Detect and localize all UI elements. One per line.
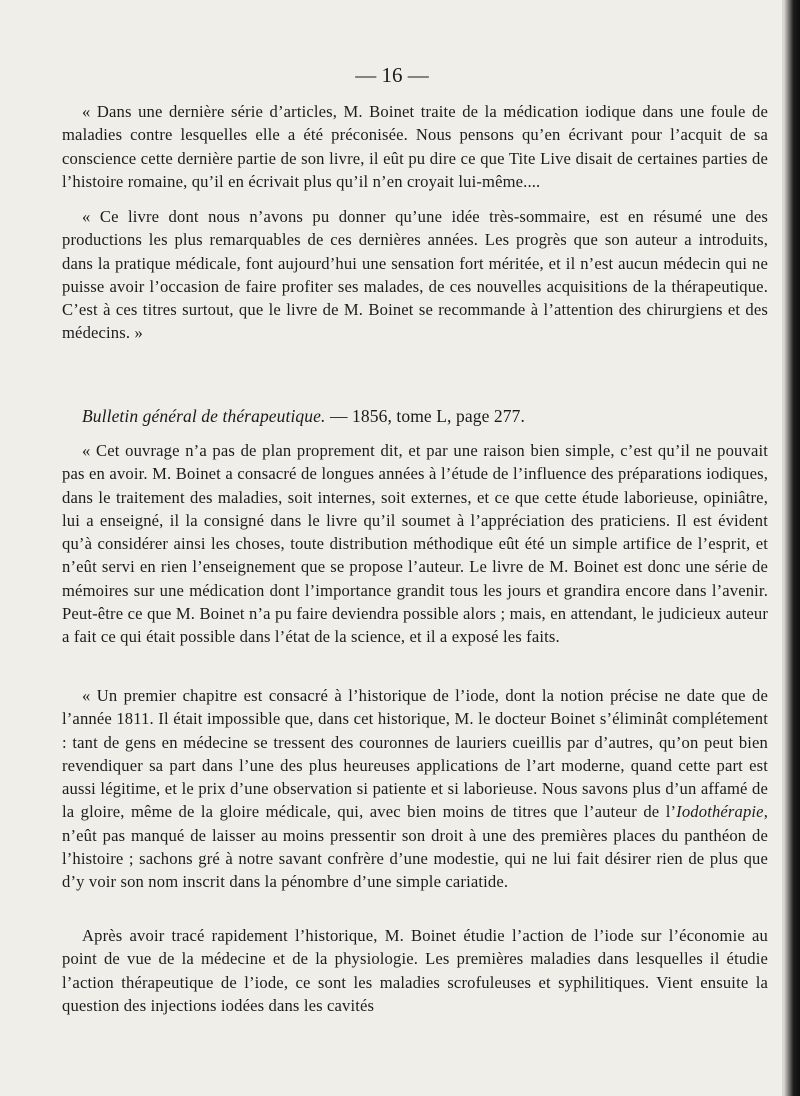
page-edge-shadow: [784, 0, 800, 1096]
citation-heading: [82, 406, 525, 427]
paragraph-1: [62, 100, 768, 193]
paragraph-5: [62, 924, 768, 1017]
paragraph-3: [62, 439, 768, 649]
paragraph-4: [62, 684, 768, 894]
paragraph-3-text: « Cet ouvrage n’a pas de plan proprement dit, et par une raison bien simple, c’est qu’il ne pouvait pas en avoir. M. Boinet a consacré de longues années à l’étude de l’influence des préparations iodiques, dans le traitement des maladies, soit internes, soit externes, et ce que cette étude laborieuse, opiniâtre, lui a enseigné, il la consigné dans le livre qu’il soumet à l’appréciation des praticiens. Il est évident qu’à considérer ainsi les choses, toute distribution méthodique eût été un simple artifice de l’esprit, et n’eût servi en rien l’enseignement que se propose l’auteur. Le livre de M. Boinet est donc une série de mémoires sur une médication dont l’importance grandit tous les jours et grandira encore dans l’avenir. Peut-être ce que M. Boinet n’a pu faire deviendra possible alors ; mais, en attendant, le judicieux auteur a fait ce qui était possible dans l’état de la science, et il a exposé les faits.: [62, 441, 768, 647]
citation-details: — 1856, tome L, page 277.: [329, 406, 525, 426]
paragraph-5-text: Après avoir tracé rapidement l’historique, M. Boinet étudie l’action de l’iode sur l’économie au point de vue de la médecine et de la physiologie. Les premières maladies dans lesquelles il étudie l’action thérapeutique de l’iode, ce sont les maladies scrofuleuses et syphilitiques. Vient ensuite la question des injections iodées dans les cavités: [62, 926, 768, 1015]
citation-title: Bulletin général de thérapeutique.: [82, 406, 326, 426]
paragraph-4-text-end: , n’eût pas manqué de laisser au moins pressentir son droit à une des premières places du panthéon de l’histoire ; sachons gré à notre savant confrère d’une modestie, qui ne lui fait désirer rien de plus que d’y voir son nom inscrit dans la pénombre d’une simple cariatide.: [62, 802, 768, 892]
paragraph-4-text-start: « Un premier chapitre est consacré à l’historique de l’iode, dont la notion précise ne date que de l’année 1811. Il était impossible que, dans cet historique, M. le docteur Boinet s’éliminât complétement : tant de gens en médecine se tressent des couronnes de lauriers cueillis par d’autres, qu’on peut bien revendiquer sa part dans l’une des plus heureuses applications de l’art moderne, quand cette part est aussi légitime, et le prix d’une observation si patiente et si laborieuse. Nous savons plus d’un affamé de la gloire, même de la gloire médicale, qui, avec bien moins de titres que l’auteur de l’: [62, 686, 768, 822]
paragraph-1-text: « Dans une dernière série d’articles, M. Boinet traite de la médication iodique dans une foule de maladies contre lesquelles elle a été préconisée. Nous pensons qu’en écrivant pour l’acquit de sa conscience cette dernière partie de son livre, il eût pu dire ce que Tite Live disait de certaines parties de l’histoire romaine, qu’il en écrivait plus qu’il n’en croyait lui-même....: [62, 102, 768, 191]
paragraph-2-text: « Ce livre dont nous n’avons pu donner qu’une idée très-sommaire, est en résumé une des productions les plus remarquables de ces dernières années. Les progrès que son auteur a introduits, dans la pratique médicale, font aujourd’hui une sensation fort méritée, et il n’est aucun médecin qui ne puisse avoir l’occasion de faire profiter ses malades, de ces nouvelles acquisitions de la thérapeutique. C’est à ces titres surtout, que le livre de M. Boinet se recommande à l’attention des chirurgiens et des médecins. »: [62, 207, 768, 343]
page-number: — 16 —: [355, 63, 429, 87]
iodotherapie-italic: Iodothérapie: [676, 802, 764, 822]
paragraph-4-text: [62, 684, 768, 894]
paragraph-2: [62, 205, 768, 345]
